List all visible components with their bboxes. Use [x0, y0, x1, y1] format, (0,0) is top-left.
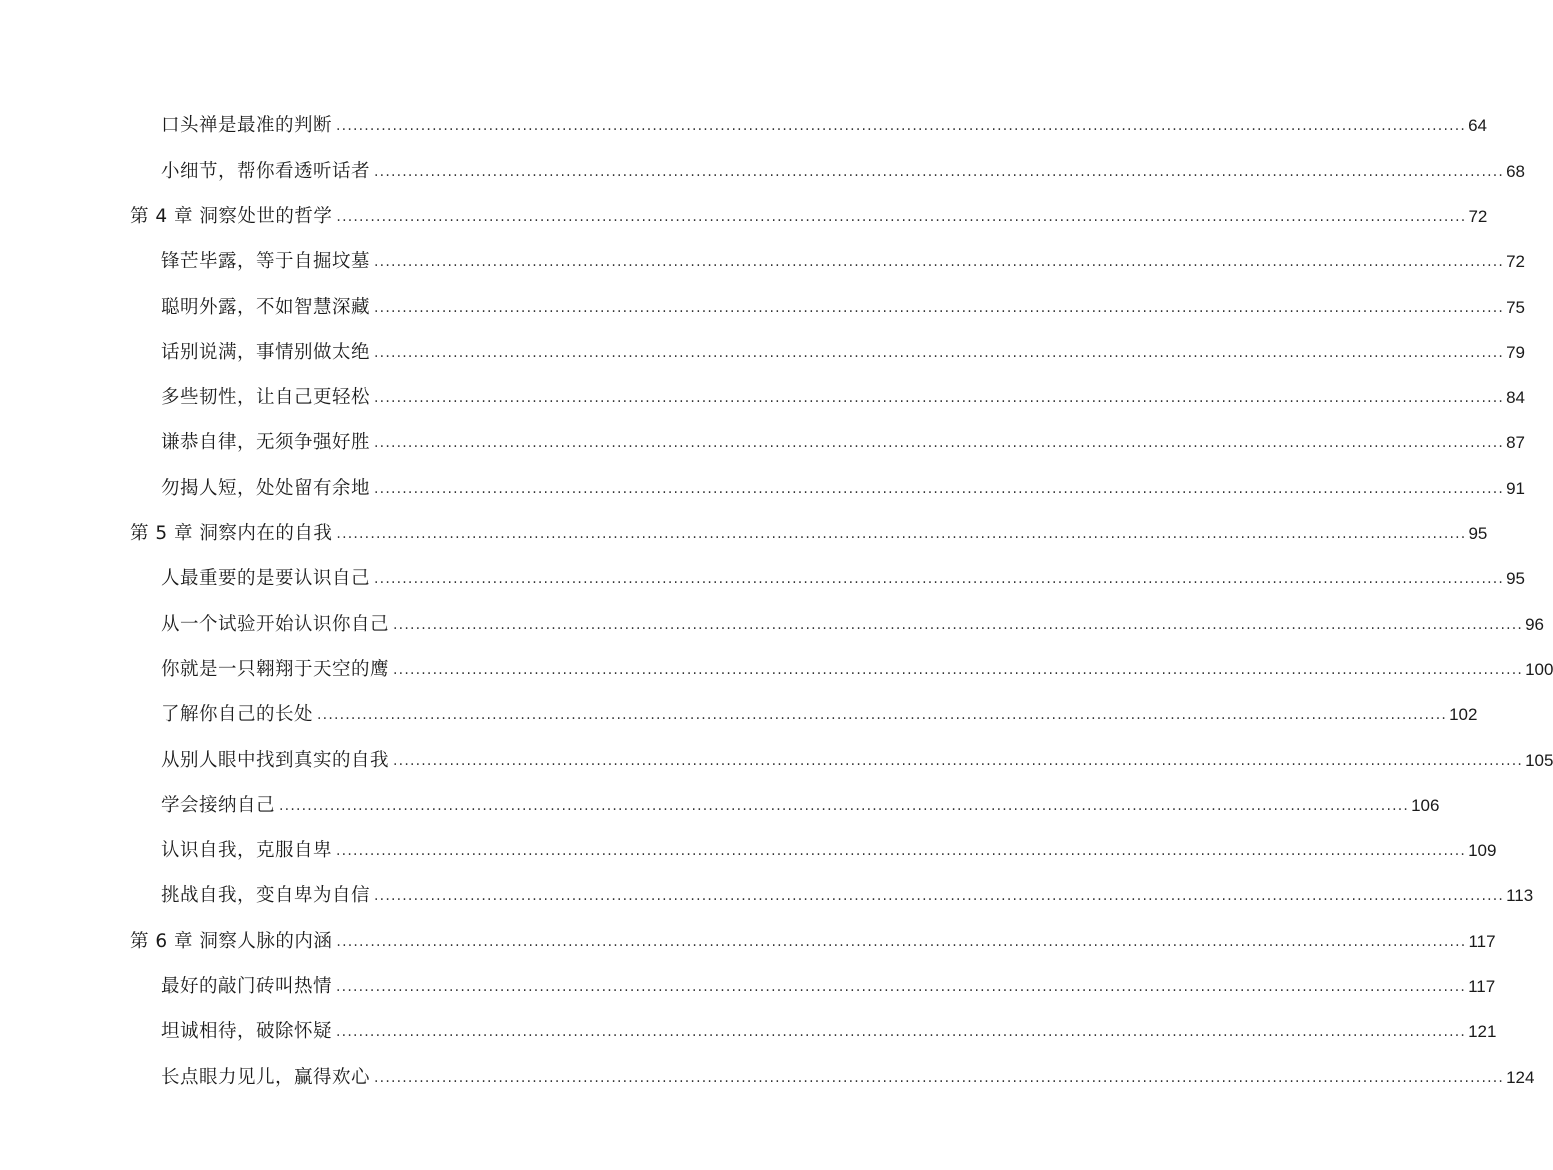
- page-number: 117: [1468, 931, 1496, 951]
- toc-section-row[interactable]: [0, 829, 1497, 874]
- page-number: 79: [1506, 342, 1525, 362]
- toc-entry: [130, 523, 1488, 545]
- dot-leader: ........................................................................................................................................................................................................: [393, 616, 1524, 633]
- page-number: 96: [1525, 614, 1544, 634]
- section-title: 你就是一只翱翔于天空的鹰: [161, 658, 390, 680]
- toc-entry: [161, 613, 1544, 635]
- page-number: 95: [1506, 569, 1525, 589]
- toc-entry: [161, 568, 1525, 590]
- chapter-title: 第 5 章 洞察内在的自我: [130, 523, 333, 545]
- page-number: 75: [1506, 297, 1525, 317]
- chapter-title: 第 6 章 洞察人脉的内涵: [130, 930, 333, 952]
- page-number: 91: [1506, 478, 1525, 498]
- toc-section-row[interactable]: [0, 602, 1544, 647]
- toc-entry: [161, 251, 1525, 273]
- toc-entry: [161, 477, 1525, 499]
- section-title: 人最重要的是要认识自己: [161, 568, 371, 590]
- toc-section-row[interactable]: [0, 738, 1553, 783]
- dot-leader: ........................................................................................................................................................................................................: [336, 843, 1467, 860]
- section-title: 多些韧性，让自己更轻松: [161, 387, 371, 409]
- toc-section-row[interactable]: [0, 376, 1525, 421]
- dot-leader: ........................................................................................................................................................................................................: [336, 979, 1467, 996]
- toc-chapter-row[interactable]: [0, 919, 1496, 964]
- toc-section-row[interactable]: [0, 965, 1496, 1010]
- toc-entry: [161, 840, 1497, 862]
- page-number: 84: [1506, 388, 1525, 408]
- toc-entry: [161, 387, 1525, 409]
- section-title: 聪明外露，不如智慧深藏: [161, 296, 371, 318]
- section-title: 从别人眼中找到真实的自我: [161, 749, 390, 771]
- toc-chapter-row[interactable]: [0, 512, 1488, 557]
- toc-section-row[interactable]: [0, 648, 1553, 693]
- section-title: 谦恭自律，无须争强好胜: [161, 432, 371, 454]
- section-title: 话别说满，事情别做太绝: [161, 341, 371, 363]
- page-number: 121: [1468, 1022, 1497, 1042]
- toc-entry: [161, 1021, 1497, 1043]
- toc-section-row[interactable]: [0, 466, 1525, 511]
- dot-leader: ........................................................................................................................................................................................................: [336, 208, 1467, 225]
- dot-leader: ........................................................................................................................................................................................................: [374, 390, 1505, 407]
- toc-entry: [161, 160, 1525, 182]
- toc-section-row[interactable]: [0, 1010, 1497, 1055]
- page-number: 113: [1506, 886, 1534, 906]
- dot-leader: ........................................................................................................................................................................................................: [374, 571, 1505, 588]
- section-title: 认识自我，克服自卑: [161, 840, 333, 862]
- page-number: 95: [1468, 524, 1488, 544]
- section-title: 口头禅是最准的判断: [161, 115, 333, 137]
- toc-entry: [161, 658, 1553, 680]
- toc-entry: [161, 885, 1534, 907]
- page-number: 124: [1506, 1067, 1535, 1087]
- page-number: 87: [1506, 433, 1525, 453]
- dot-leader: ........................................................................................................................................................................................................: [374, 254, 1505, 271]
- page-number: 106: [1411, 795, 1440, 815]
- page-number: 102: [1449, 705, 1478, 725]
- dot-leader: ........................................................................................................................................................................................................: [374, 163, 1505, 180]
- dot-leader: ........................................................................................................................................................................................................: [336, 1024, 1467, 1041]
- page-number: 105: [1525, 750, 1553, 770]
- page-number: 64: [1468, 116, 1487, 136]
- toc-entry: [161, 1066, 1535, 1088]
- toc-section-row[interactable]: [0, 693, 1478, 738]
- page-number: 68: [1506, 161, 1525, 181]
- section-title: 小细节，帮你看透听话者: [161, 160, 371, 182]
- toc-entry: [161, 794, 1440, 816]
- section-title: 了解你自己的长处: [161, 704, 314, 726]
- toc-entry: [161, 115, 1487, 137]
- toc-chapter-row[interactable]: [0, 195, 1488, 240]
- toc-section-row[interactable]: [0, 557, 1525, 602]
- dot-leader: ........................................................................................................................................................................................................: [374, 435, 1505, 452]
- section-title: 坦诚相待，破除怀疑: [161, 1021, 333, 1043]
- toc-section-row[interactable]: [0, 330, 1525, 375]
- section-title: 学会接纳自己: [161, 794, 276, 816]
- section-title: 长点眼力见儿，赢得欢心: [161, 1066, 371, 1088]
- page-number: 72: [1506, 252, 1525, 272]
- dot-leader: ........................................................................................................................................................................................................: [374, 888, 1505, 905]
- toc-entry: [161, 749, 1553, 771]
- section-title: 最好的敲门砖叫热情: [161, 976, 333, 998]
- page-number: 117: [1468, 977, 1496, 997]
- section-title: 锋芒毕露，等于自掘坟墓: [161, 251, 371, 273]
- page-number: 109: [1468, 841, 1497, 861]
- toc-entry: [161, 341, 1525, 363]
- dot-leader: ........................................................................................................................................................................................................: [336, 933, 1467, 950]
- table-of-contents: [0, 104, 1553, 1101]
- toc-entry: [161, 976, 1496, 998]
- toc-entry: [161, 432, 1525, 454]
- section-title: 从一个试验开始认识你自己: [161, 613, 390, 635]
- toc-section-row[interactable]: [0, 421, 1525, 466]
- toc-section-row[interactable]: [0, 240, 1525, 285]
- chapter-title: 第 4 章 洞察处世的哲学: [130, 205, 333, 227]
- toc-section-row[interactable]: [0, 285, 1525, 330]
- dot-leader: ........................................................................................................................................................................................................: [374, 299, 1505, 316]
- dot-leader: ........................................................................................................................................................................................................: [317, 707, 1448, 724]
- page-number: 72: [1468, 206, 1488, 226]
- dot-leader: ........................................................................................................................................................................................................: [336, 118, 1467, 135]
- page-number: 100: [1525, 659, 1553, 679]
- toc-section-row[interactable]: [0, 874, 1534, 919]
- toc-entry: [130, 205, 1488, 227]
- toc-section-row[interactable]: [0, 783, 1440, 828]
- dot-leader: ........................................................................................................................................................................................................: [336, 526, 1467, 543]
- dot-leader: ........................................................................................................................................................................................................: [374, 480, 1505, 497]
- dot-leader: ........................................................................................................................................................................................................: [374, 1069, 1505, 1086]
- toc-section-row[interactable]: [0, 149, 1525, 194]
- toc-section-row[interactable]: [0, 1055, 1535, 1100]
- toc-entry: [130, 930, 1496, 952]
- toc-section-row[interactable]: [0, 104, 1487, 149]
- dot-leader: ........................................................................................................................................................................................................: [393, 752, 1524, 769]
- toc-entry: [161, 704, 1478, 726]
- section-title: 勿揭人短，处处留有余地: [161, 477, 371, 499]
- dot-leader: ........................................................................................................................................................................................................: [374, 344, 1505, 361]
- dot-leader: ........................................................................................................................................................................................................: [279, 797, 1410, 814]
- dot-leader: ........................................................................................................................................................................................................: [393, 661, 1524, 678]
- section-title: 挑战自我，变自卑为自信: [161, 885, 371, 907]
- toc-entry: [161, 296, 1525, 318]
